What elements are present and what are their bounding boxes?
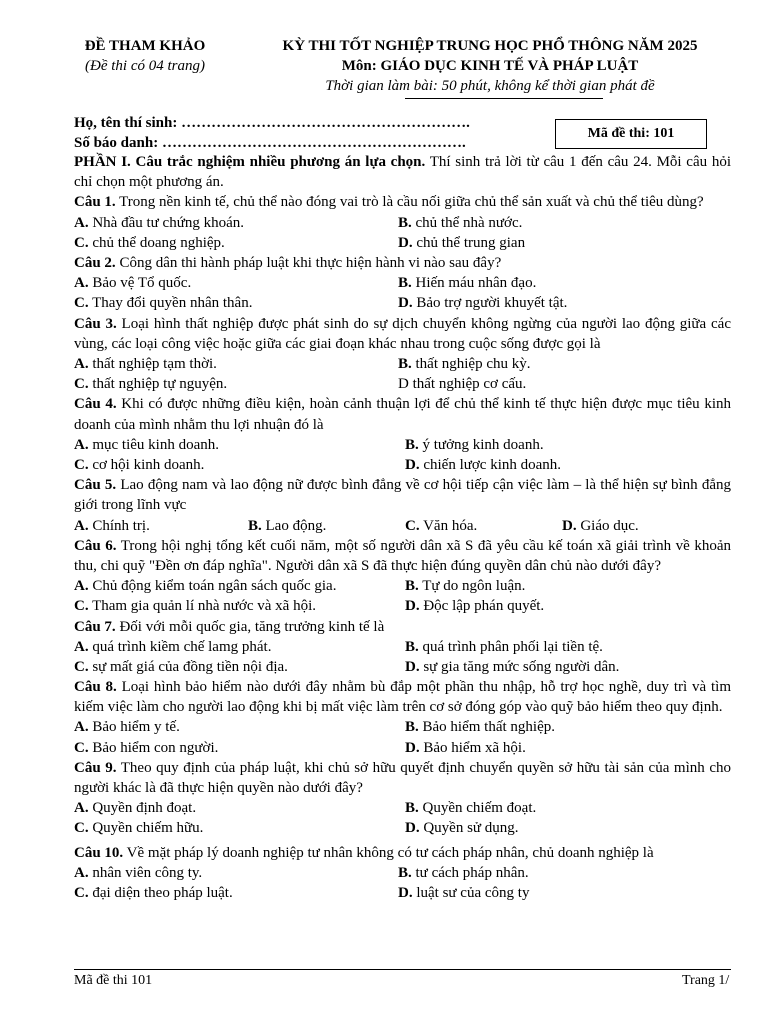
options-row [74, 798, 731, 818]
question-4 [74, 394, 731, 434]
options-row [74, 576, 731, 596]
part1-title: PHẦN I. Câu trắc nghiệm nhiều phương án lựa chọn. [74, 154, 426, 170]
option-d [405, 818, 519, 838]
option-b [405, 717, 555, 737]
option-d [398, 233, 525, 253]
option-letter: D. [405, 598, 420, 615]
option-c [74, 883, 398, 903]
option-c [74, 818, 405, 838]
footer-divider [74, 969, 731, 970]
header-right [250, 36, 730, 96]
question-6 [74, 536, 731, 576]
options-row [74, 637, 731, 657]
option-text: D thất nghiệp cơ cấu. [398, 376, 527, 393]
question-label: Câu 3. [74, 315, 117, 332]
exam-code-box: Mã đề thi: 101 [555, 119, 707, 149]
option-letter: A. [74, 355, 89, 372]
option-letter: C. [74, 739, 89, 756]
question-text: Trong hội nghị tổng kết cuối năm, một số người dân xã S đã yêu cầu kế toán xã giải trình về khoản thu, chi quỹ "Đền ơn đáp nghĩa". Người dân xã S đã thực hiện đúng quyền dân chủ nào dưới đây? [74, 537, 731, 574]
option-letter: C. [74, 456, 89, 473]
option-letter: A. [74, 436, 89, 453]
option-text: Giáo dục. [576, 517, 639, 534]
option-text: thất nghiệp tự nguyện. [88, 376, 228, 393]
option-c [74, 657, 405, 677]
options-row [74, 883, 731, 903]
option-b [398, 273, 536, 293]
option-a [74, 863, 398, 883]
option-c [74, 455, 405, 475]
option-letter: D. [405, 456, 420, 473]
option-b [248, 516, 405, 536]
option-text: sự mất giá của đồng tiền nội địa. [88, 658, 288, 675]
doc-type: ĐỀ THAM KHẢO [84, 38, 206, 54]
option-letter: A. [74, 578, 89, 595]
options-row [74, 657, 731, 677]
option-d [405, 738, 526, 758]
option-text: quá trình phân phối lại tiền tệ. [418, 638, 603, 655]
question-label: Câu 1. [74, 194, 116, 211]
option-letter: A. [74, 275, 89, 292]
option-a [74, 717, 405, 737]
option-letter: B. [405, 578, 419, 595]
options-row [74, 516, 731, 536]
option-letter: A. [74, 864, 89, 881]
candidate-name-line: Họ, tên thí sinh: …………………………………………………. [74, 115, 470, 131]
option-a [74, 354, 398, 374]
option-text: ý tưởng kinh doanh. [418, 436, 544, 453]
option-text: Chủ động kiểm toán ngân sách quốc gia. [88, 578, 337, 595]
option-text: Bảo hiểm con người. [88, 739, 219, 756]
option-letter: D. [405, 820, 420, 837]
option-a [74, 435, 405, 455]
option-letter: A. [74, 214, 89, 231]
option-letter: D. [405, 739, 420, 756]
question-3 [74, 314, 731, 354]
option-a [74, 213, 398, 233]
options-row [74, 596, 731, 616]
option-text: chủ thể trung gian [412, 234, 526, 251]
options-row [74, 233, 731, 253]
option-letter: C. [74, 234, 89, 251]
option-text: quá trình kiềm chế lamg phát. [88, 638, 272, 655]
footer-exam-code: Mã đề thi 101 [74, 973, 153, 988]
question-text: Lao động nam và lao động nữ được bình đẳng về cơ hội tiếp cận việc làm – là thể hiện sự bình đẳng giới trong lĩnh vực [74, 477, 731, 514]
option-text: Thay đổi quyền nhân thân. [88, 295, 253, 312]
option-letter: B. [405, 638, 419, 655]
option-text: chủ thể nhà nước. [411, 214, 523, 231]
option-letter: A. [74, 719, 89, 736]
option-b [405, 798, 536, 818]
option-text: Quyền định đoạt. [88, 800, 197, 817]
option-b [405, 435, 544, 455]
options-row [74, 354, 731, 374]
question-2 [74, 253, 731, 273]
subject-title: Môn: GIÁO DỤC KINH TẾ VÀ PHÁP LUẬT [341, 58, 639, 74]
option-d [398, 293, 567, 313]
option-letter: C. [74, 598, 89, 615]
option-d [405, 596, 544, 616]
option-b [405, 576, 525, 596]
option-c [74, 293, 398, 313]
option-a [74, 516, 248, 536]
question-9 [74, 758, 731, 798]
option-d [398, 883, 529, 903]
option-letter: B. [398, 355, 412, 372]
options-row [74, 863, 731, 883]
option-letter: B. [248, 517, 262, 534]
option-b [398, 213, 522, 233]
question-text: Đối với mỗi quốc gia, tăng trưởng kinh tế là [115, 618, 385, 635]
option-text: Tham gia quản lí nhà nước và xã hội. [88, 598, 316, 615]
option-text: cơ hội kinh doanh. [88, 456, 205, 473]
option-letter: A. [74, 638, 89, 655]
option-text: nhân viên công ty. [88, 864, 203, 881]
question-7 [74, 617, 731, 637]
option-text: Độc lập phán quyết. [419, 598, 545, 615]
question-text: Về mặt pháp lý doanh nghiệp tư nhân không có tư cách pháp nhân, chủ doanh nghiệp là [123, 844, 654, 861]
candidate-id-line: Số báo danh: ……………………………………………………. [74, 135, 466, 151]
option-c [74, 374, 398, 394]
option-text: luật sư của công ty [412, 885, 530, 902]
question-text: Theo quy định của pháp luật, khi chủ sở hữu quyết định chuyển quyền sở hữu tài sản của mình cho người khác là đã thực hiện quyền nào dưới đây? [74, 759, 731, 797]
options-row [74, 435, 731, 455]
option-letter: A. [74, 517, 89, 534]
options-row [74, 374, 731, 394]
option-d [405, 455, 561, 475]
option-text: sự gia tăng mức sống người dân. [419, 658, 620, 675]
question-label: Câu 2. [74, 254, 116, 271]
option-text: Lao động. [261, 517, 327, 534]
question-label: Câu 4. [74, 396, 117, 413]
footer-page-number: Trang 1/ [682, 973, 730, 988]
option-letter: C. [74, 820, 89, 837]
question-label: Câu 8. [74, 679, 117, 696]
option-text: tư cách pháp nhân. [411, 864, 529, 881]
option-text: Bảo hiểm thất nghiệp. [418, 719, 555, 736]
option-text: Bảo trợ người khuyết tật. [412, 295, 568, 312]
question-text: Công dân thi hành pháp luật khi thực hiện hành vi nào sau đây? [115, 254, 502, 271]
options-row [74, 213, 731, 233]
option-b [398, 354, 531, 374]
option-a [74, 576, 405, 596]
option-a [74, 273, 398, 293]
options-row [74, 738, 731, 758]
option-letter: B. [405, 719, 419, 736]
option-text: chiến lược kinh doanh. [419, 456, 562, 473]
question-5 [74, 475, 731, 515]
question-text: Loại hình thất nghiệp được phát sinh do sự dịch chuyển không ngừng của người lao động giữa các vùng, các loại công việc hoặc giữa các giai đoạn khác nhau trong cuộc sống được gọi là [74, 315, 731, 352]
header-left [74, 36, 216, 76]
option-letter: A. [74, 800, 89, 817]
option-text: Bảo vệ Tổ quốc. [88, 275, 192, 292]
option-letter: C. [74, 885, 89, 902]
option-text: đại diện theo pháp luật. [88, 885, 233, 902]
option-letter: C. [74, 295, 89, 312]
question-text: Loại hình bảo hiểm nào dưới đây nhằm bù đắp một phần thu nhập, hỗ trợ học nghề, duy trì và tìm kiếm việc làm cho người lao động khi bị mất việc làm trên cơ sở đóng góp vào quỹ bảo hiểm theo quy định. [74, 679, 731, 716]
option-letter: B. [398, 275, 412, 292]
option-text: Quyền chiếm hữu. [88, 820, 204, 837]
exam-content [74, 152, 731, 903]
question-text: Trong nền kinh tế, chủ thể nào đóng vai trò là cầu nối giữa chủ thể sản xuất và chủ thể tiêu dùng? [115, 194, 704, 211]
part1-heading [74, 152, 731, 192]
option-text: Chính trị. [88, 517, 150, 534]
options-row [74, 293, 731, 313]
question-10 [74, 843, 731, 863]
question-8 [74, 677, 731, 717]
option-letter: D. [398, 295, 413, 312]
option-c [405, 516, 562, 536]
exam-title: KỲ THI TỐT NGHIỆP TRUNG HỌC PHỔ THÔNG NĂM 2025 [282, 38, 698, 54]
option-text: Quyền chiếm đoạt. [418, 800, 537, 817]
option-b [398, 863, 529, 883]
time-note: Thời gian làm bài: 50 phút, không kể thời gian phát đề [325, 78, 655, 94]
option-text: Nhà đầu tư chứng khoán. [88, 214, 244, 231]
option-letter: D. [405, 658, 420, 675]
option-text: thất nghiệp chu kỳ. [411, 355, 531, 372]
option-c [74, 738, 405, 758]
option-letter: C. [405, 517, 420, 534]
question-1 [74, 192, 731, 212]
option-text: Văn hóa. [419, 517, 478, 534]
option-d [405, 657, 619, 677]
option-letter: D. [398, 885, 413, 902]
question-text: Khi có được những điều kiện, hoàn cảnh thuận lợi để chủ thể kinh tế thực hiện được mục tiêu kinh doanh của mình nhằm thu lợi nhuận đó là [74, 396, 731, 433]
option-a [74, 798, 405, 818]
question-label: Câu 9. [74, 759, 117, 776]
option-c [74, 233, 398, 253]
option-letter: C. [74, 658, 89, 675]
options-row [74, 455, 731, 475]
page-count: (Đề thi có 04 trang) [85, 58, 205, 74]
options-row [74, 273, 731, 293]
option-letter: B. [405, 436, 419, 453]
header-divider [405, 98, 603, 99]
options-row [74, 818, 731, 838]
option-c [74, 596, 405, 616]
question-label: Câu 7. [74, 618, 116, 635]
options-row [74, 717, 731, 737]
option-letter: B. [398, 864, 412, 881]
option-text: Bảo hiểm y tế. [88, 719, 180, 736]
option-text: mục tiêu kinh doanh. [88, 436, 219, 453]
option-d [398, 374, 526, 394]
option-text: Bảo hiểm xã hội. [419, 739, 526, 756]
option-text: Tự do ngôn luận. [418, 578, 526, 595]
question-label: Câu 6. [74, 537, 117, 554]
option-letter: D. [562, 517, 577, 534]
option-d [562, 516, 639, 536]
option-letter: B. [405, 800, 419, 817]
option-text: chủ thể doang nghiệp. [88, 234, 225, 251]
option-b [405, 637, 603, 657]
option-letter: C. [74, 376, 89, 393]
option-text: Quyền sử dụng. [419, 820, 519, 837]
option-text: Hiến máu nhân đạo. [411, 275, 537, 292]
option-letter: B. [398, 214, 412, 231]
question-label: Câu 10. [74, 844, 124, 861]
part1-instruction: Thí sinh trả lời từ câu 1 đến câu 24. Mỗi câu hỏi chỉ chọn một phương án. [74, 154, 731, 191]
option-a [74, 637, 405, 657]
question-label: Câu 5. [74, 477, 117, 494]
option-letter: D. [398, 234, 413, 251]
option-text: thất nghiệp tạm thời. [88, 355, 217, 372]
